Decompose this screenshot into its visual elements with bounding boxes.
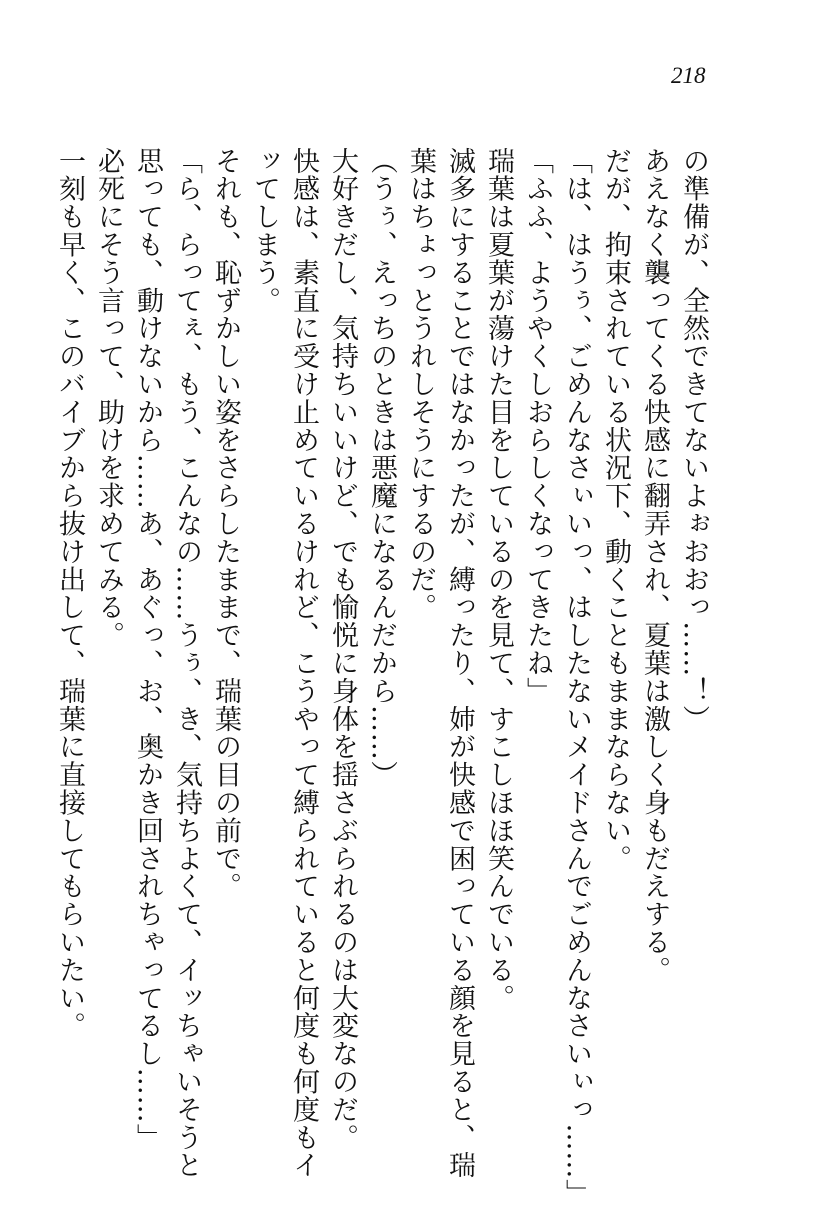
text-line: の準備が、全然できてないよぉおおっ……！）: [678, 147, 709, 733]
text-line: あえなく襲ってくる快感に翻弄され、夏葉は激しく身もだえする。: [639, 147, 670, 984]
text-line: 必死にそう言って、助けを求めてみる。: [93, 147, 124, 650]
text-line: 思っても、動けないから……あ、あぐっ、お、奥かき回されちゃってるし……」: [132, 147, 163, 1152]
novel-body-text: [50, 147, 713, 1207]
text-line: 瑞葉は夏葉が蕩けた目をしているのを見て、すこしほほ笑んでいる。: [483, 147, 514, 1012]
text-line: ッてしまう。: [249, 147, 280, 315]
page-number: 218: [671, 63, 706, 88]
text-line: 「ふふ、ようやくしおらしくなってきたね」: [522, 147, 553, 705]
text-line: 滅多にすることではなかったが、縛ったり、姉が快感で困っている顔を見ると、瑞: [444, 147, 475, 1180]
text-line: 「ら、らってぇ、もう、こんなの……うぅ、き、気持ちよくて、イッちゃいそうと: [171, 147, 202, 1180]
text-line: それも、恥ずかしい姿をさらしたままで、瑞葉の目の前で。: [210, 147, 241, 901]
text-line: 葉はちょっとうれしそうにするのだ。: [405, 147, 436, 622]
text-line: 快感は、素直に受け止めているけれど、こうやって縛られていると何度も何度もイ: [288, 147, 319, 1180]
text-line: 大好きだし、気持ちいいけど、でも愉悦に身体を揺さぶられるのは大変なのだ。: [327, 147, 358, 1152]
text-line: 「は、はうぅ、ごめんなさぃいっ、はしたないメイドさんでごめんなさいぃっ……」: [561, 147, 592, 1207]
text-line: だが、拘束されている状況下、動くこともままならない。: [600, 147, 631, 873]
text-line: 一刻も早く、このバイブから抜け出して、瑞葉に直接してもらいたい。: [54, 147, 85, 1040]
text-line: （うぅ、えっちのときは悪魔になるんだから……）: [366, 147, 397, 789]
